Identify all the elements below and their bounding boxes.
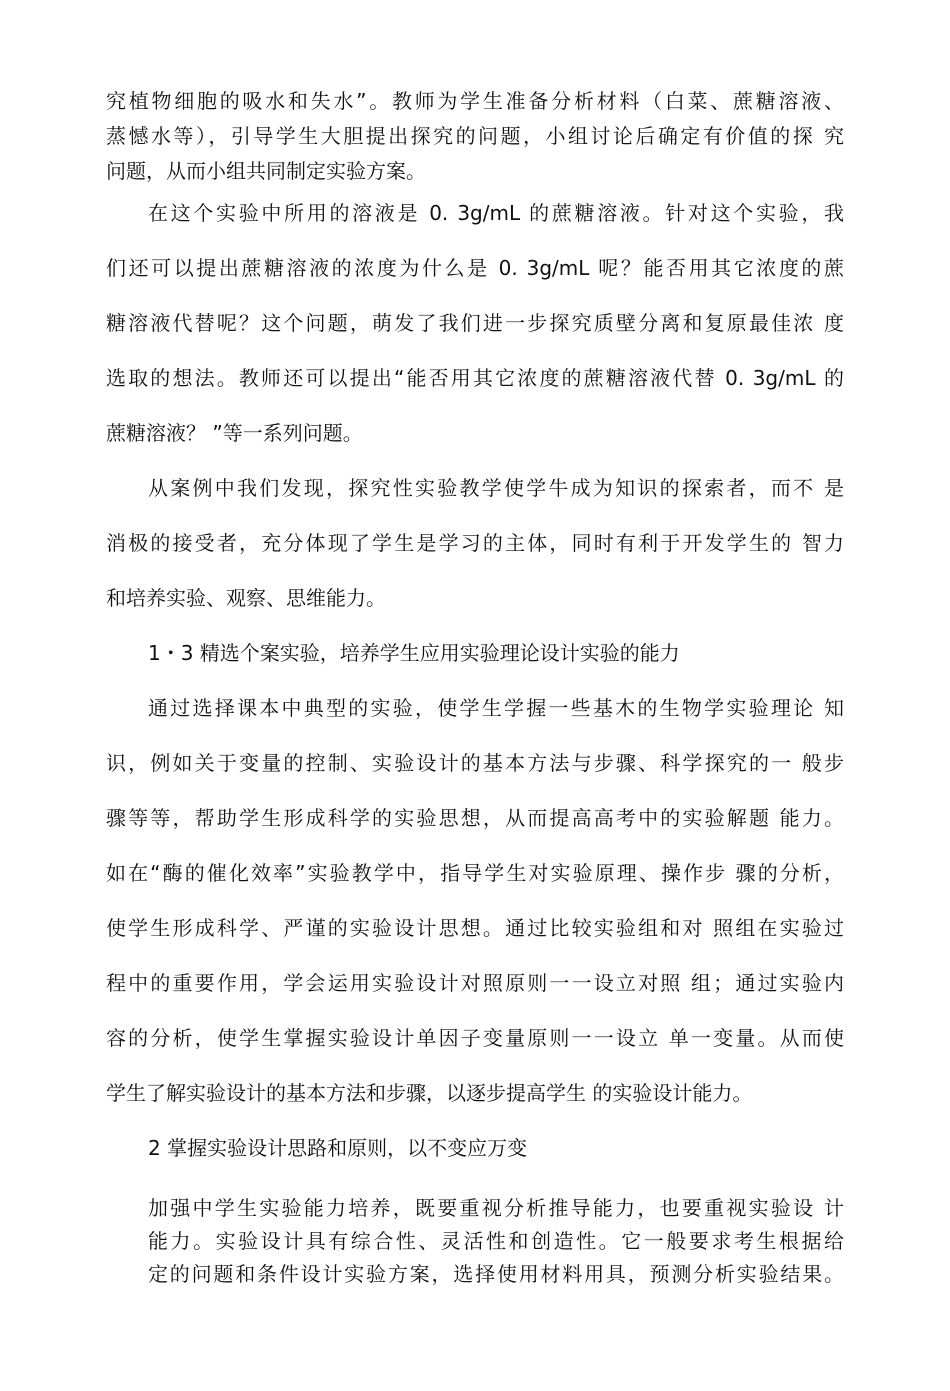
text-line: 问题，从而小组共同制定实验方案。: [106, 159, 426, 183]
text-line: 蔗糖溶液？ ”等一系列问题。: [106, 421, 363, 445]
text-line: 消极的接受者，充分体现了学生是学习的主体，同时有利于开发学生的 智力: [106, 531, 844, 555]
text-line: 骤等等，帮助学生形成科学的实验思想，从而提高高考中的实验解题 能力。: [106, 806, 844, 830]
text-line: 在这个实验中所用的溶液是 0. 3g/mL 的蔗糖溶液。针对这个实验，我: [148, 201, 844, 225]
text-line: 选取的想法。教师还可以提出“能否用其它浓度的蔗糖溶液代替 0. 3g/mL 的: [106, 366, 844, 390]
text-line: 使学生形成科学、严谨的实验设计思想。通过比较实验组和对 照组在实验过: [106, 916, 844, 940]
text-line: 加强中学生实验能力培养，既要重视分析推导能力，也要重视实验设 计: [148, 1196, 844, 1220]
text-line: 究植物细胞的吸水和失水”。教师为学生准备分析材料（白菜、蔗糖溶液、: [106, 89, 844, 113]
text-line: 通过选择课本中典型的实验，使学生学握一些基木的生物学实验理论 知: [148, 696, 844, 720]
section-heading: 2 掌握实验设计思路和原则，以不变应万变: [148, 1136, 528, 1160]
text-line: 们还可以提出蔗糖溶液的浓度为什么是 0. 3g/mL 呢？能否用其它浓度的蔗: [106, 256, 844, 280]
text-line: 能力。实验设计具有综合性、灵活性和创造性。它一般要求考生根据给: [148, 1229, 844, 1253]
text-line: 识，例如关于变量的控制、实验设计的基本方法与步骤、科学探究的一 般步: [106, 751, 844, 775]
text-line: 学生了解实验设计的基本方法和步骤，以逐步提高学生 的实验设计能力。: [106, 1081, 753, 1105]
text-line: 从案例中我们发现，探究性实验教学使学牛成为知识的探索者，而不 是: [148, 476, 844, 500]
section-heading: 1・3 精选个案实验，培养学生应用实验理论设计实验的能力: [148, 641, 680, 665]
text-line: 蒸憾水等），引导学生大胆提出探究的问题，小组讨论后确定有价值的探 究: [106, 124, 844, 148]
text-line: 如在“酶的催化效率”实验教学中，指导学生对实验原理、操作步 骤的分析，: [106, 861, 844, 885]
text-line: 定的问题和条件设计实验方案，选择使用材料用具，预测分析实验结果。: [148, 1262, 844, 1286]
text-line: 和培养实验、观察、思维能力。: [106, 586, 386, 610]
text-line: 程中的重要作用，学会运用实验设计对照原则一一设立对照 组；通过实验内: [106, 971, 844, 995]
text-line: 容的分析，使学生掌握实验设计单因子变量原则一一设立 单一变量。从而使: [106, 1026, 844, 1050]
text-line: 糖溶液代替呢？这个问题，萌发了我们进一步探究质壁分离和复原最佳浓 度: [106, 311, 844, 335]
